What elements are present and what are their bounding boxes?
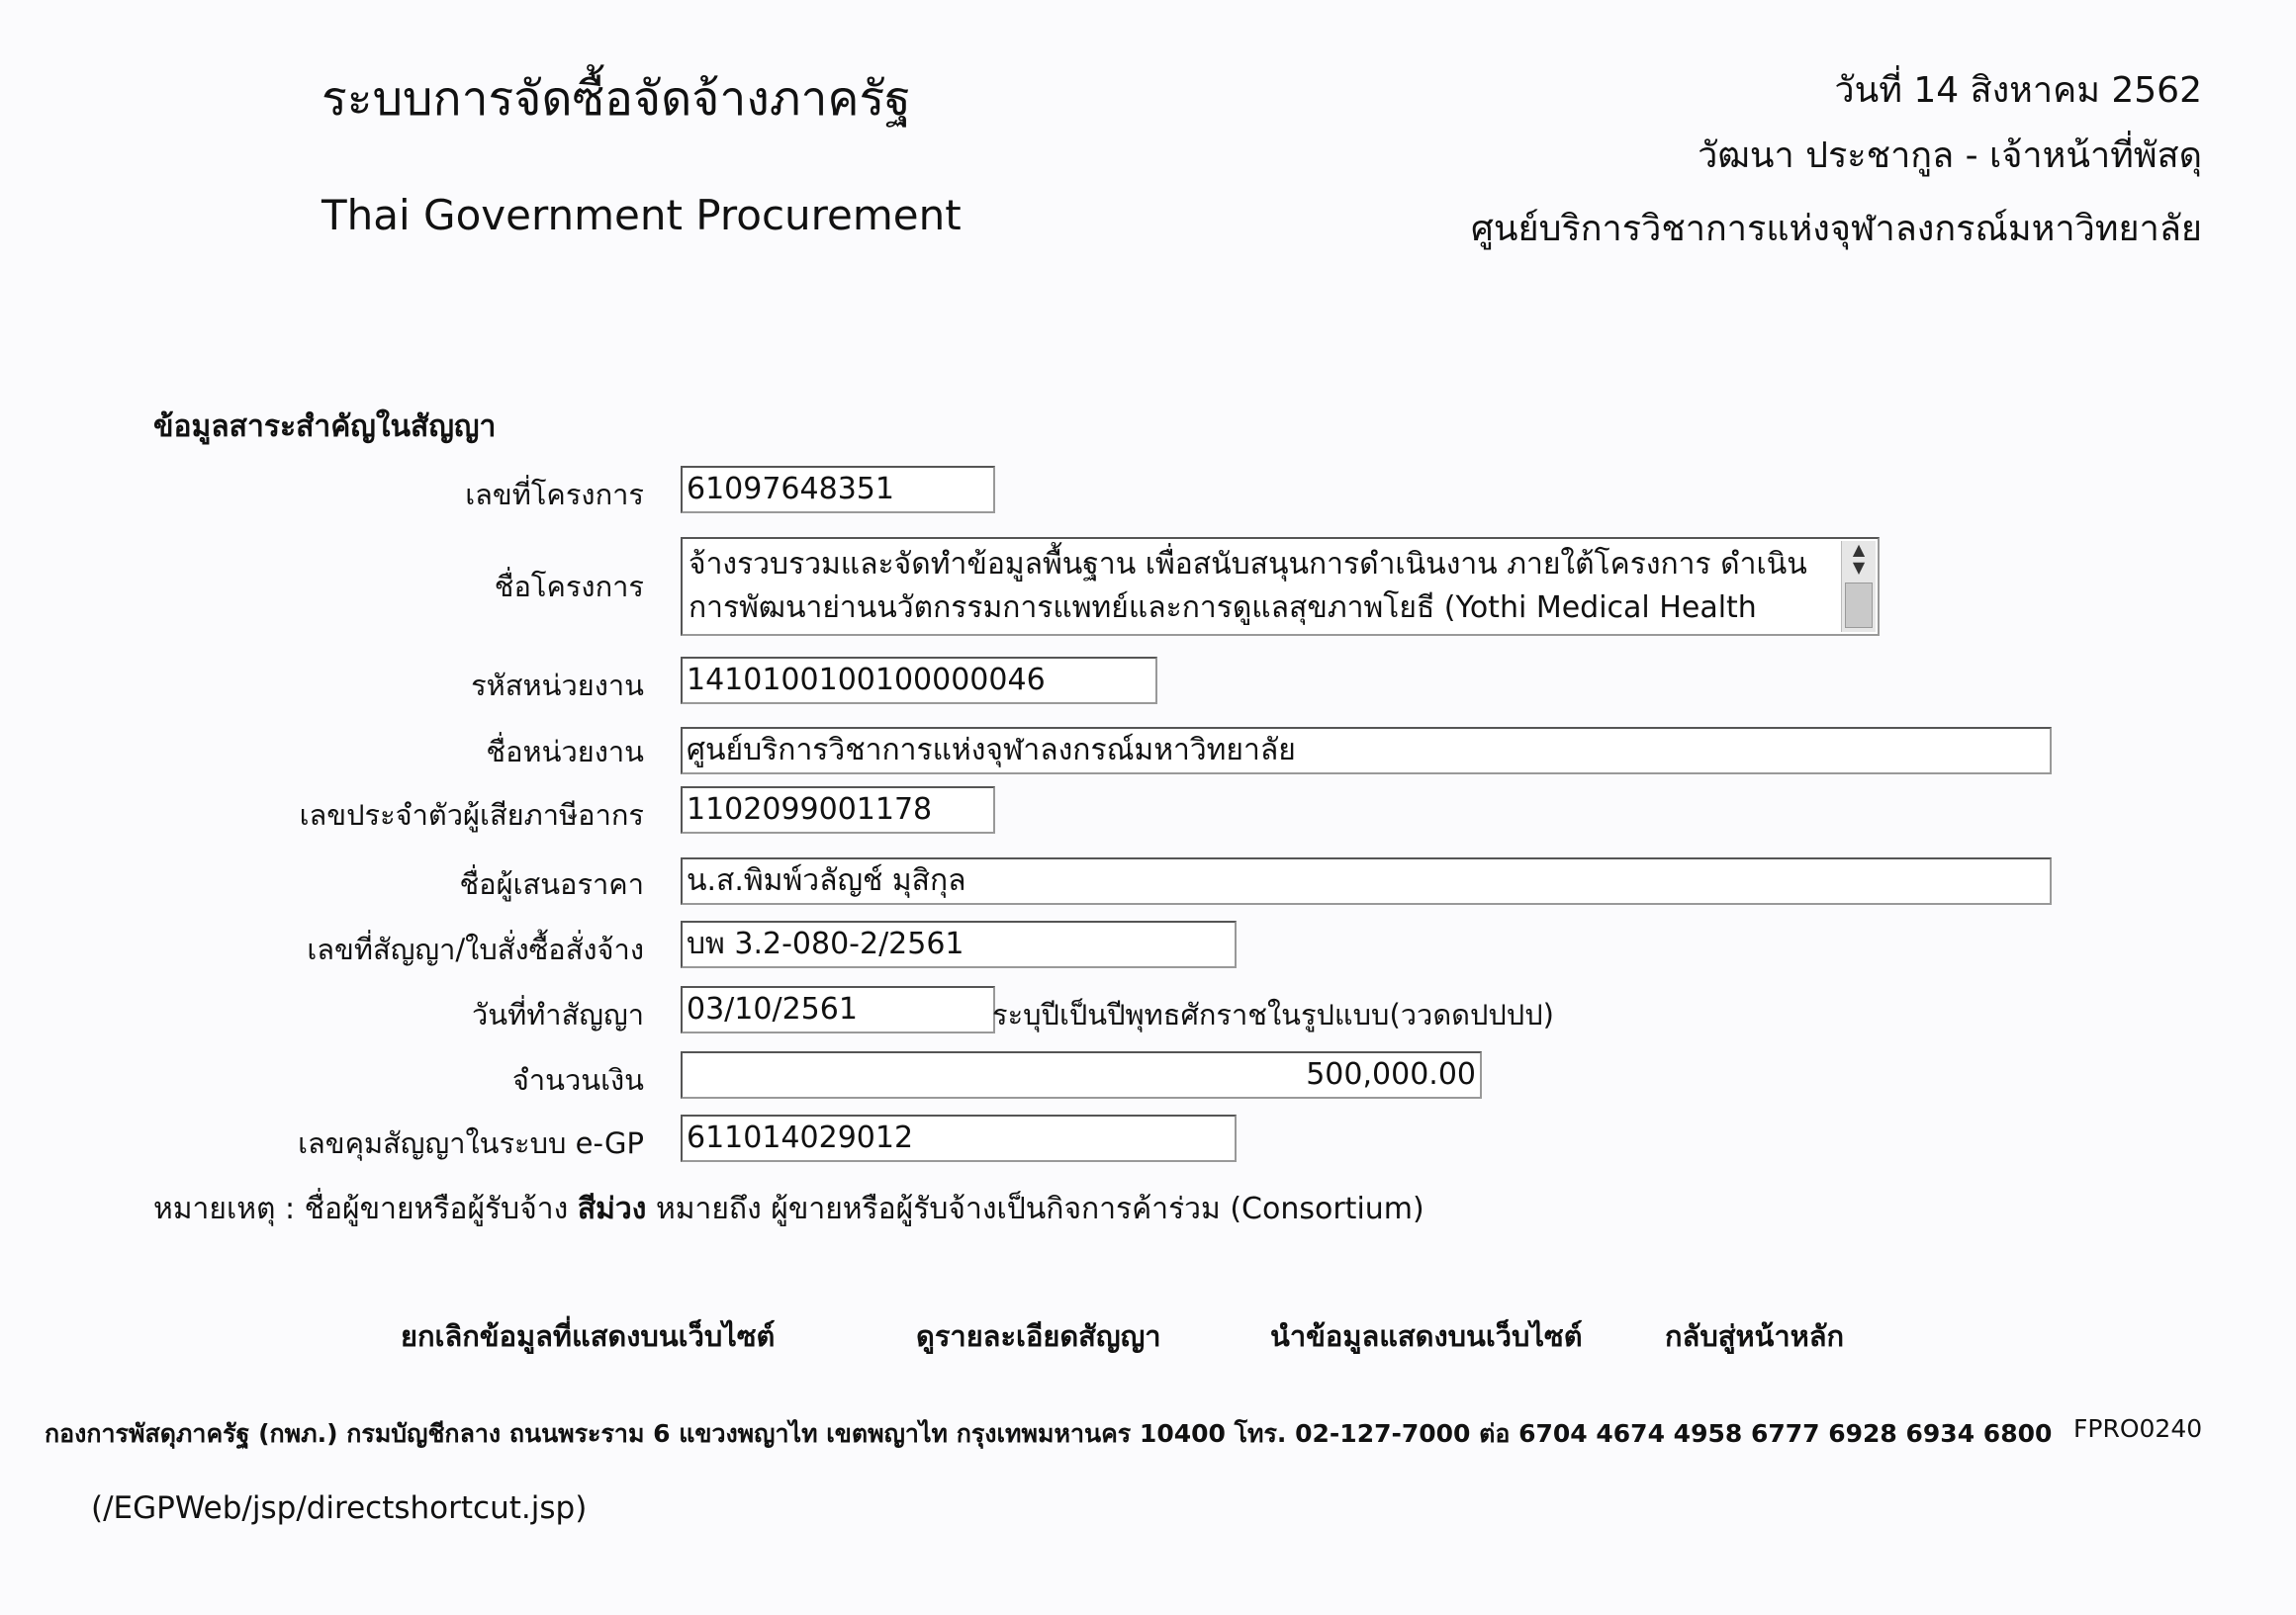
contract-date-label: วันที่ทำสัญญา bbox=[471, 998, 644, 1032]
scroll-down-arrow-icon[interactable]: ▼ bbox=[1852, 558, 1866, 577]
header-agency: ศูนย์บริการวิชาการแห่งจุฬาลงกรณ์มหาวิทยาลัย bbox=[1471, 209, 2202, 249]
scrollbar-thumb[interactable] bbox=[1845, 583, 1873, 628]
project-no-field[interactable]: 61097648351 bbox=[681, 466, 995, 513]
tax-id-field[interactable]: 1102099001178 bbox=[681, 786, 995, 834]
project-name-scrollbar[interactable] bbox=[1841, 541, 1876, 632]
view-contract-details-link[interactable]: ดูรายละเอียดสัญญา bbox=[916, 1319, 1161, 1353]
section-title: ข้อมูลสาระสำคัญในสัญญา bbox=[153, 409, 497, 444]
publish-website-data-link[interactable]: นำข้อมูลแสดงบนเว็บไซต์ bbox=[1270, 1319, 1583, 1353]
footer-address: กองการพัสดุภาครัฐ (กพภ.) กรมบัญชีกลาง ถนนพระราม 6 แขวงพญาไท เขตพญาไท กรุงเทพมหานคร 10400 โทร. 02-127-7000 ต่อ 6704 4674 4958 6777 6928 6934 6800 bbox=[45, 1419, 2053, 1448]
unit-code-label: รหัสหน่วยงาน bbox=[471, 669, 644, 702]
contract-no-field[interactable]: บพ 3.2-080-2/2561 bbox=[681, 921, 1237, 968]
note-prefix: หมายเหตุ : ชื่อผู้ขายหรือผู้รับจ้าง bbox=[153, 1192, 578, 1226]
back-to-home-link[interactable]: กลับสู่หน้าหลัก bbox=[1665, 1319, 1845, 1353]
bidder-label: ชื่อผู้เสนอราคา bbox=[459, 867, 644, 901]
project-name-textarea[interactable] bbox=[681, 537, 1880, 636]
cancel-website-data-link[interactable]: ยกเลิกข้อมูลที่แสดงบนเว็บไซต์ bbox=[401, 1319, 776, 1353]
unit-name-label: ชื่อหน่วยงาน bbox=[486, 735, 644, 768]
contract-date-field[interactable]: 03/10/2561 bbox=[681, 986, 995, 1033]
project-name-label: ชื่อโครงการ bbox=[494, 570, 644, 603]
egp-no-label: เลขคุมสัญญาในระบบ e-GP bbox=[298, 1126, 644, 1160]
header-date: วันที่ 14 สิงหาคม 2562 bbox=[1834, 70, 2202, 111]
project-name-line-1: จ้างรวบรวมและจัดทำข้อมูลพื้นฐาน เพื่อสนับสนุนการดำเนินงาน ภายใต้โครงการ ดำเนิน bbox=[689, 547, 1807, 582]
note-emphasis: สีม่วง bbox=[577, 1192, 647, 1226]
unit-name-field[interactable]: ศูนย์บริการวิชาการแห่งจุฬาลงกรณ์มหาวิทยาลัย bbox=[681, 727, 2052, 774]
amount-field[interactable]: 500,000.00 bbox=[681, 1051, 1482, 1099]
egp-no-field[interactable]: 611014029012 bbox=[681, 1115, 1237, 1162]
page-title-thai: ระบบการจัดซื้อจัดจ้างภาครัฐ bbox=[321, 71, 911, 127]
project-no-label: เลขที่โครงการ bbox=[465, 478, 644, 511]
amount-label: จำนวนเงิน bbox=[511, 1063, 644, 1097]
header-officer: วัฒนา ประชากูล - เจ้าหน้าที่พัสดุ bbox=[1698, 135, 2202, 176]
scroll-up-arrow-icon[interactable]: ▲ bbox=[1852, 540, 1866, 559]
contract-no-label: เลขที่สัญญา/ใบสั่งซื้อสั่งจ้าง bbox=[307, 933, 644, 966]
note-suffix: หมายถึง ผู้ขายหรือผู้รับจ้างเป็นกิจการค้าร่วม (Consortium) bbox=[646, 1192, 1424, 1226]
consortium-note bbox=[153, 1186, 1424, 1232]
contract-date-hint: ระบุปีเป็นปีพุทธศักราชในรูปแบบ(ววดดปปปป) bbox=[992, 998, 1554, 1032]
project-name-line-2: การพัฒนาย่านนวัตกรรมการแพทย์และการดูแลสุขภาพโยธี (Yothi Medical Health bbox=[689, 590, 1757, 625]
unit-code-field[interactable]: 1410100100100000046 bbox=[681, 657, 1157, 704]
bidder-field[interactable]: น.ส.พิมพ์วลัญช์ มุสิกุล bbox=[681, 857, 2052, 905]
page-title-english: Thai Government Procurement bbox=[321, 191, 962, 239]
page-path: (/EGPWeb/jsp/directshortcut.jsp) bbox=[91, 1490, 588, 1526]
tax-id-label: เลขประจำตัวผู้เสียภาษีอากร bbox=[299, 798, 644, 832]
footer-form-code: FPRO0240 bbox=[2073, 1414, 2203, 1443]
